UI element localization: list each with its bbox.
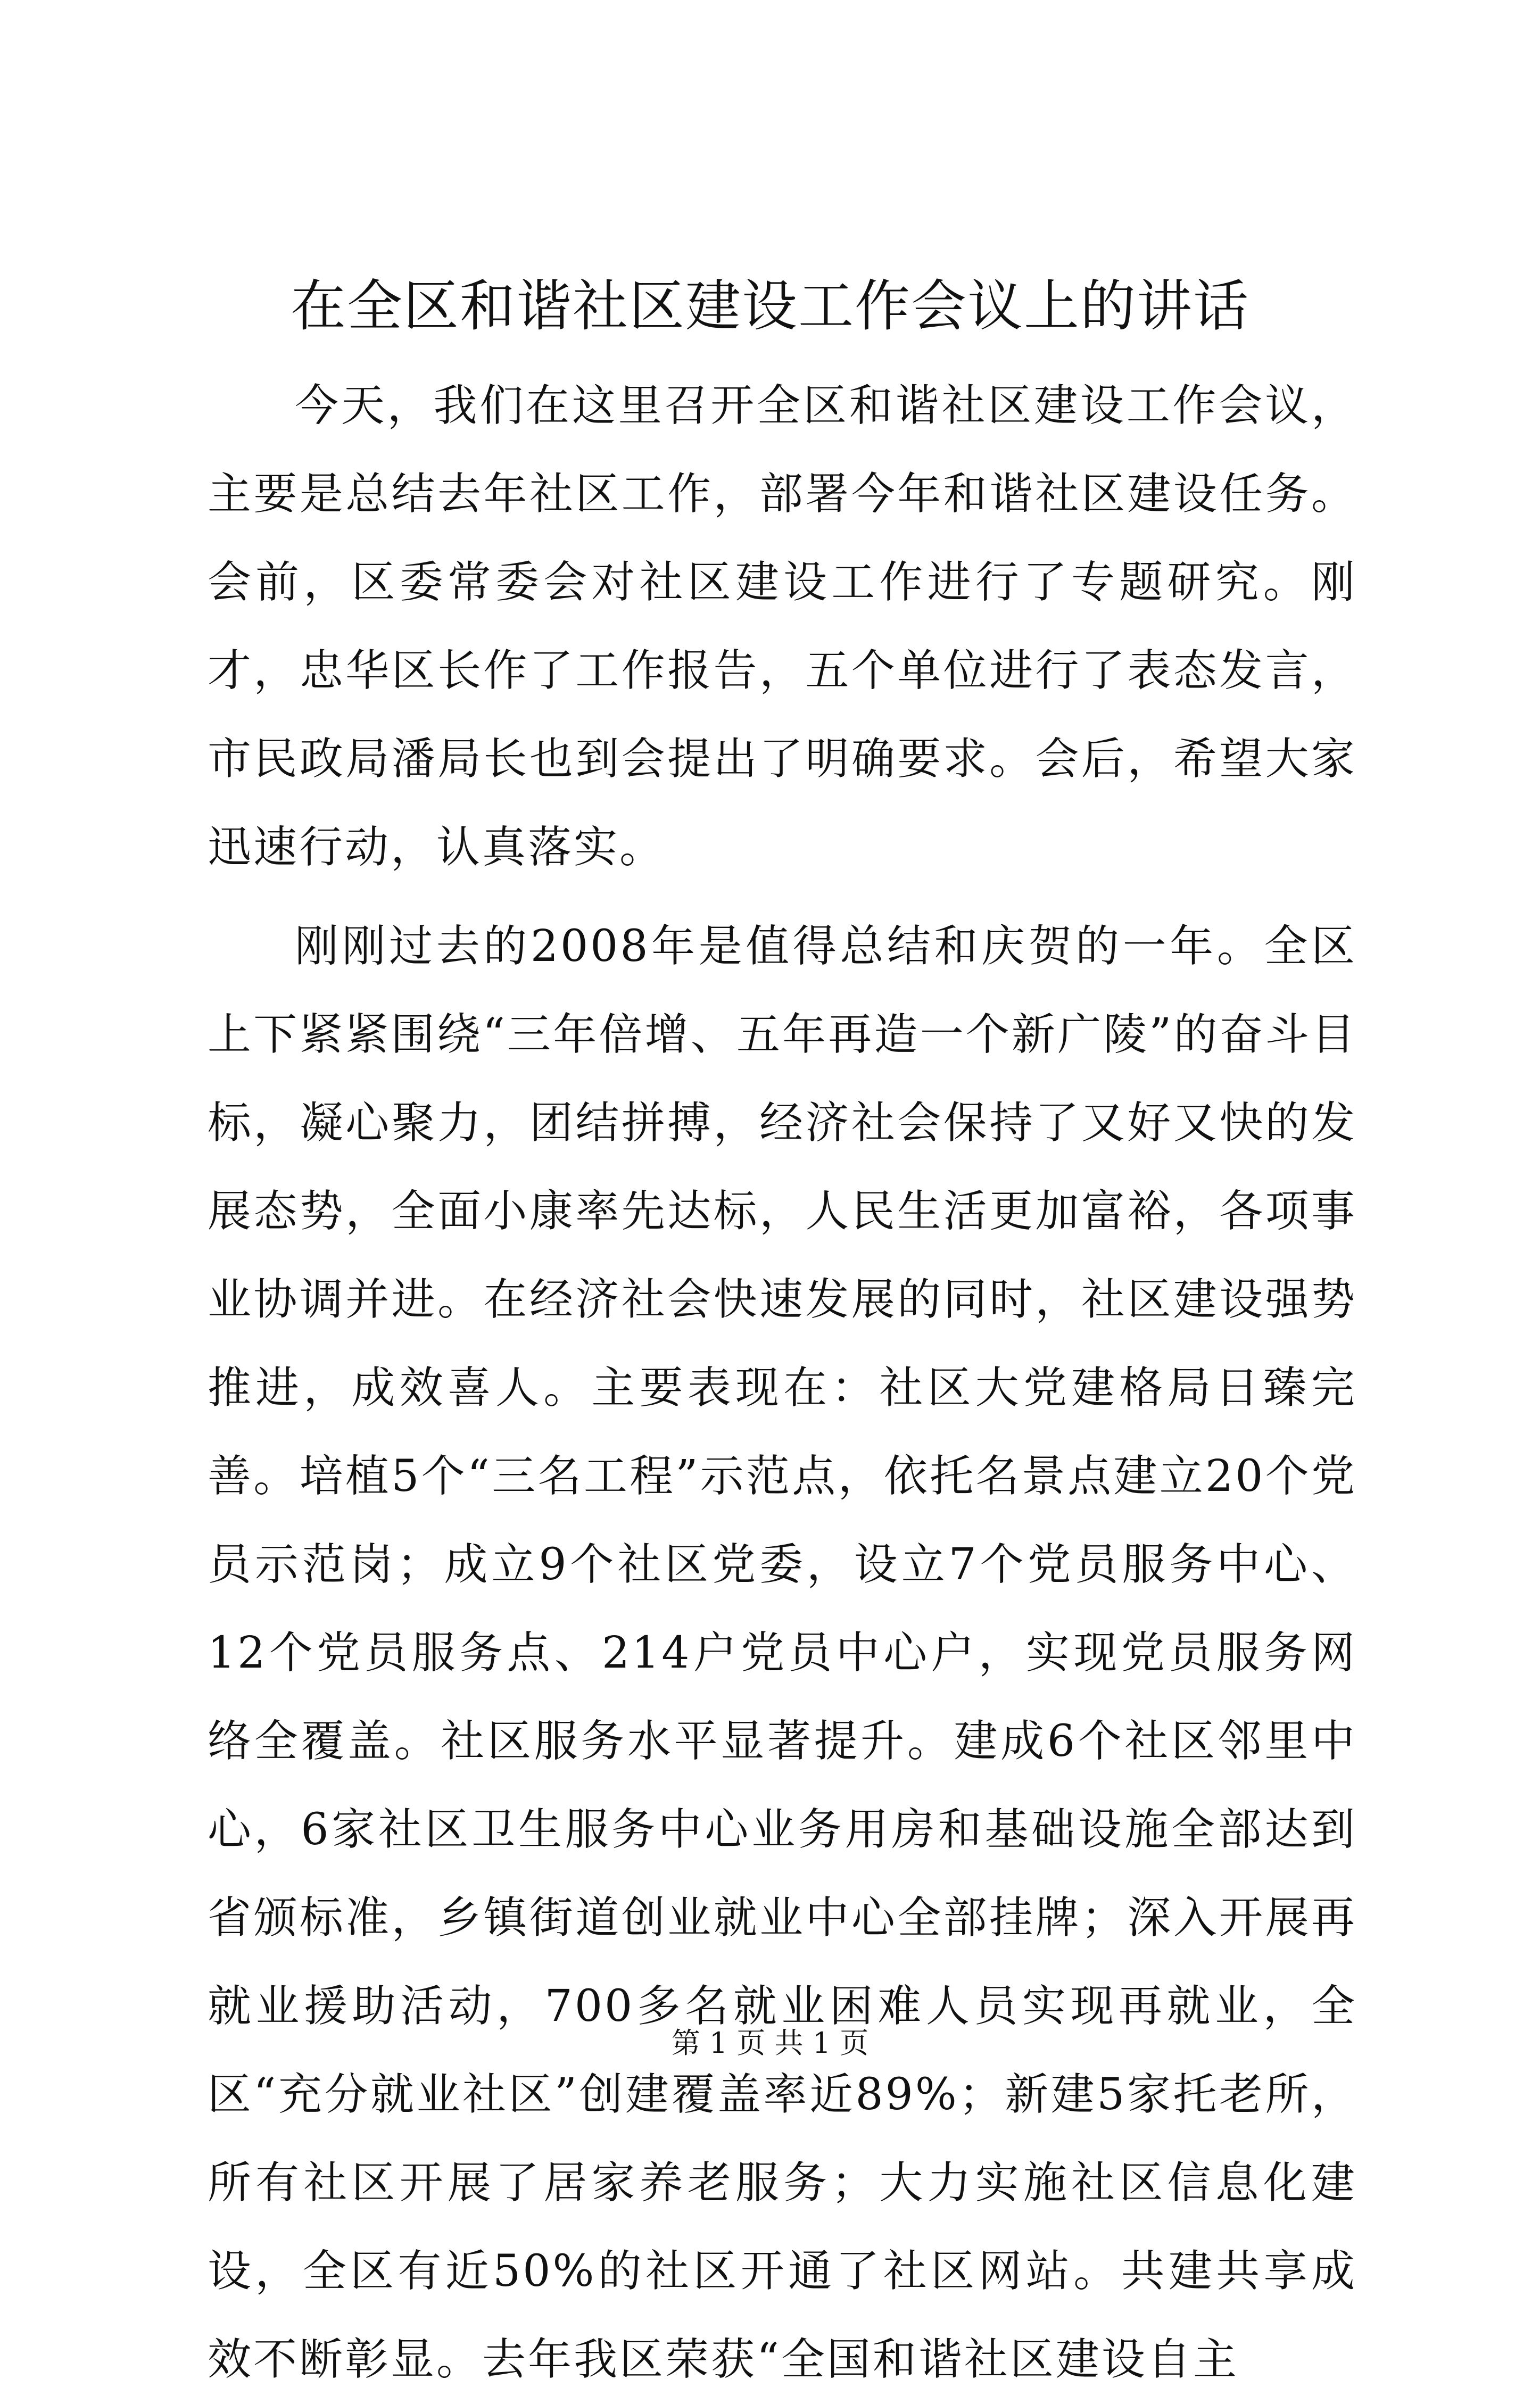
document-body bbox=[208, 362, 1357, 2404]
page-number: 第 1 页 共 1 页 bbox=[671, 2026, 869, 2060]
paragraph-2: 刚刚过去的2008年是值得总结和庆贺的一年。全区上下紧紧围绕“三年倍增、五年再造一个新广陵”的奋斗目标，凝心聚力，团结拼搏，经济社会保持了又好又快的发展态势，全面小康率先达标，人民生活更加富裕，各项事业协调并进。在经济社会快速发展的同时，社区建设强势推进，成效喜人。主要表现在：社区大党建格局日臻完善。培植5个“三名工程”示范点，依托名景点建立20个党员示范岗；成立9个社区党委，设立7个党员服务中心、12个党员服务点、214户党员中心户，实现党员服务网络全覆盖。社区服务水平显著提升。建成6个社区邻里中心，6家社区卫生服务中心业务用房和基础设施全部达到省颁标准，乡镇街道创业就业中心全部挂牌；深入开展再就业援助活动，700多名就业困难人员实现再就业，全区“充分就业社区”创建覆盖率近89%；新建5家托老所，所有社区开展了居家养老服务；大力实施社区信息化建设，全区有近50%的社区开通了社区网站。共建共享成效不断彰显。去年我区荣获“全国和谐社区建设自主 bbox=[208, 921, 1357, 2385]
document-title: 在全区和谐社区建设工作会议上的讲话 bbox=[290, 273, 1249, 338]
paragraph-1: 今天，我们在这里召开全区和谐社区建设工作会议，主要是总结去年社区工作，部署今年和谐社区建设任务。会前，区委常委会对社区建设工作进行了专题研究。刚才，忠华区长作了工作报告，五个单位进行了表态发言，市民政局潘局长也到会提出了明确要求。会后，希望大家迅速行动，认真落实。 bbox=[208, 380, 1357, 873]
